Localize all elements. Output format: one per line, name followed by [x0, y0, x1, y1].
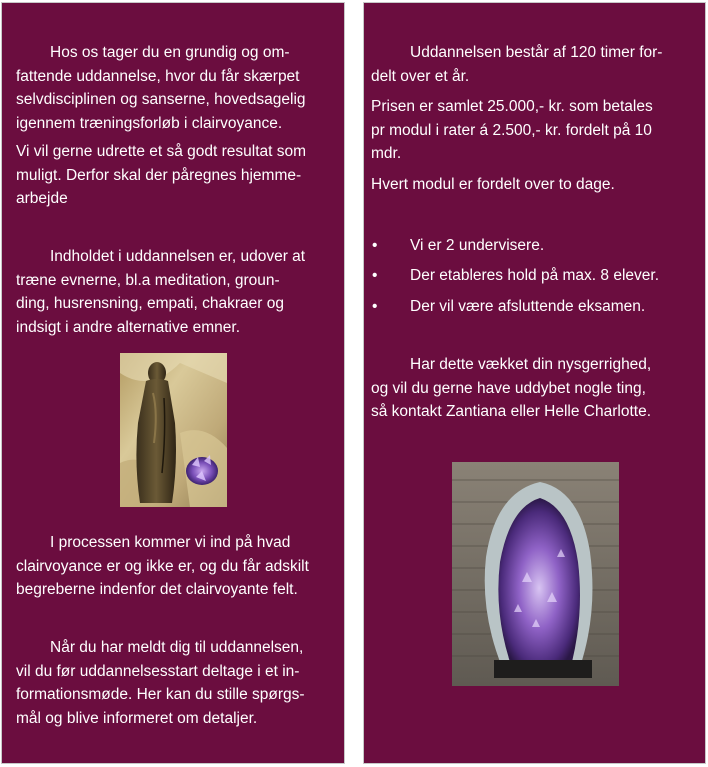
text-line: begreberne indenfor det clairvoyante felt.	[16, 581, 298, 598]
text-line: så kontakt Zantiana eller Helle Charlotte.	[371, 403, 652, 420]
left-panel	[1, 2, 345, 764]
bullet-icon: •	[372, 298, 378, 315]
text-line: træne evnerne, bl.a meditation, groun-	[16, 271, 280, 289]
text-line: clairvoyance er og ikke er, og du får adskilt	[16, 557, 309, 575]
text-line: igennem træningsforløb i clairvoyance.	[16, 114, 283, 132]
text-line: Hvert modul er fordelt over to dage.	[371, 176, 615, 193]
text-line: muligt. Derfor skal der påregnes hjemme-	[16, 166, 302, 184]
text-line: indsigt i andre alternative emner.	[16, 318, 241, 336]
geode-photo-icon	[452, 462, 619, 686]
text-line: Indholdet i uddannelsen er, udover at	[50, 248, 306, 265]
text-line: ding, husrensning, empati, chakraer og	[16, 295, 284, 312]
text-line: Når du har meldt dig til uddannelsen,	[50, 639, 304, 656]
text-line: Uddannelsen består af 120 timer for-	[410, 44, 663, 61]
bullet-item	[372, 234, 692, 257]
left-paragraph-3	[16, 245, 305, 339]
right-paragraph-2	[371, 95, 653, 166]
text-line: delt over et år.	[371, 67, 470, 85]
bullet-text: Der etableres hold på max. 8 elever.	[410, 267, 659, 284]
left-paragraph-1	[16, 41, 306, 135]
left-paragraph-5	[16, 636, 305, 730]
statue-and-amethyst-photo	[120, 353, 227, 507]
text-line: pr modul i rater á 2.500,- kr. fordelt på 10	[371, 121, 652, 139]
text-line: I processen kommer vi ind på hvad	[50, 534, 291, 551]
text-line: arbejde	[16, 190, 68, 207]
text-line: selvdisciplinen og sanserne, hovedsagelig	[16, 91, 306, 108]
text-line: fattende uddannelse, hvor du får skærpet	[16, 67, 300, 85]
right-paragraph-4	[371, 353, 651, 424]
right-panel	[363, 2, 706, 764]
left-paragraph-2	[16, 140, 306, 211]
text-line: vil du før uddannelsesstart deltage i et in-	[16, 662, 300, 680]
text-line: mdr.	[371, 145, 402, 162]
statue-photo-icon	[120, 353, 227, 507]
text-line: formationsmøde. Her kan du stille spørgs-	[16, 686, 305, 703]
amethyst-geode-photo	[452, 462, 619, 686]
text-line: Hos os tager du en grundig og om-	[50, 44, 290, 61]
right-paragraph-1	[371, 41, 662, 88]
text-line: Vi vil gerne udrette et så godt resultat som	[16, 143, 307, 160]
bullet-icon: •	[372, 267, 378, 284]
left-paragraph-4	[16, 531, 309, 602]
text-line: Prisen er samlet 25.000,- kr. som betales	[371, 98, 653, 115]
text-line: og vil du gerne have uddybet nogle ting,	[371, 379, 646, 397]
bullet-text: Vi er 2 undervisere.	[410, 237, 545, 254]
bullet-item	[372, 264, 692, 287]
right-paragraph-3	[371, 173, 615, 197]
bullet-text: Der vil være afsluttende eksamen.	[410, 298, 646, 315]
text-line: Har dette vækket din nysgerrighed,	[410, 356, 652, 373]
bullet-icon: •	[372, 237, 378, 254]
bullet-item	[372, 295, 692, 318]
text-line: mål og blive informeret om detaljer.	[16, 709, 258, 727]
